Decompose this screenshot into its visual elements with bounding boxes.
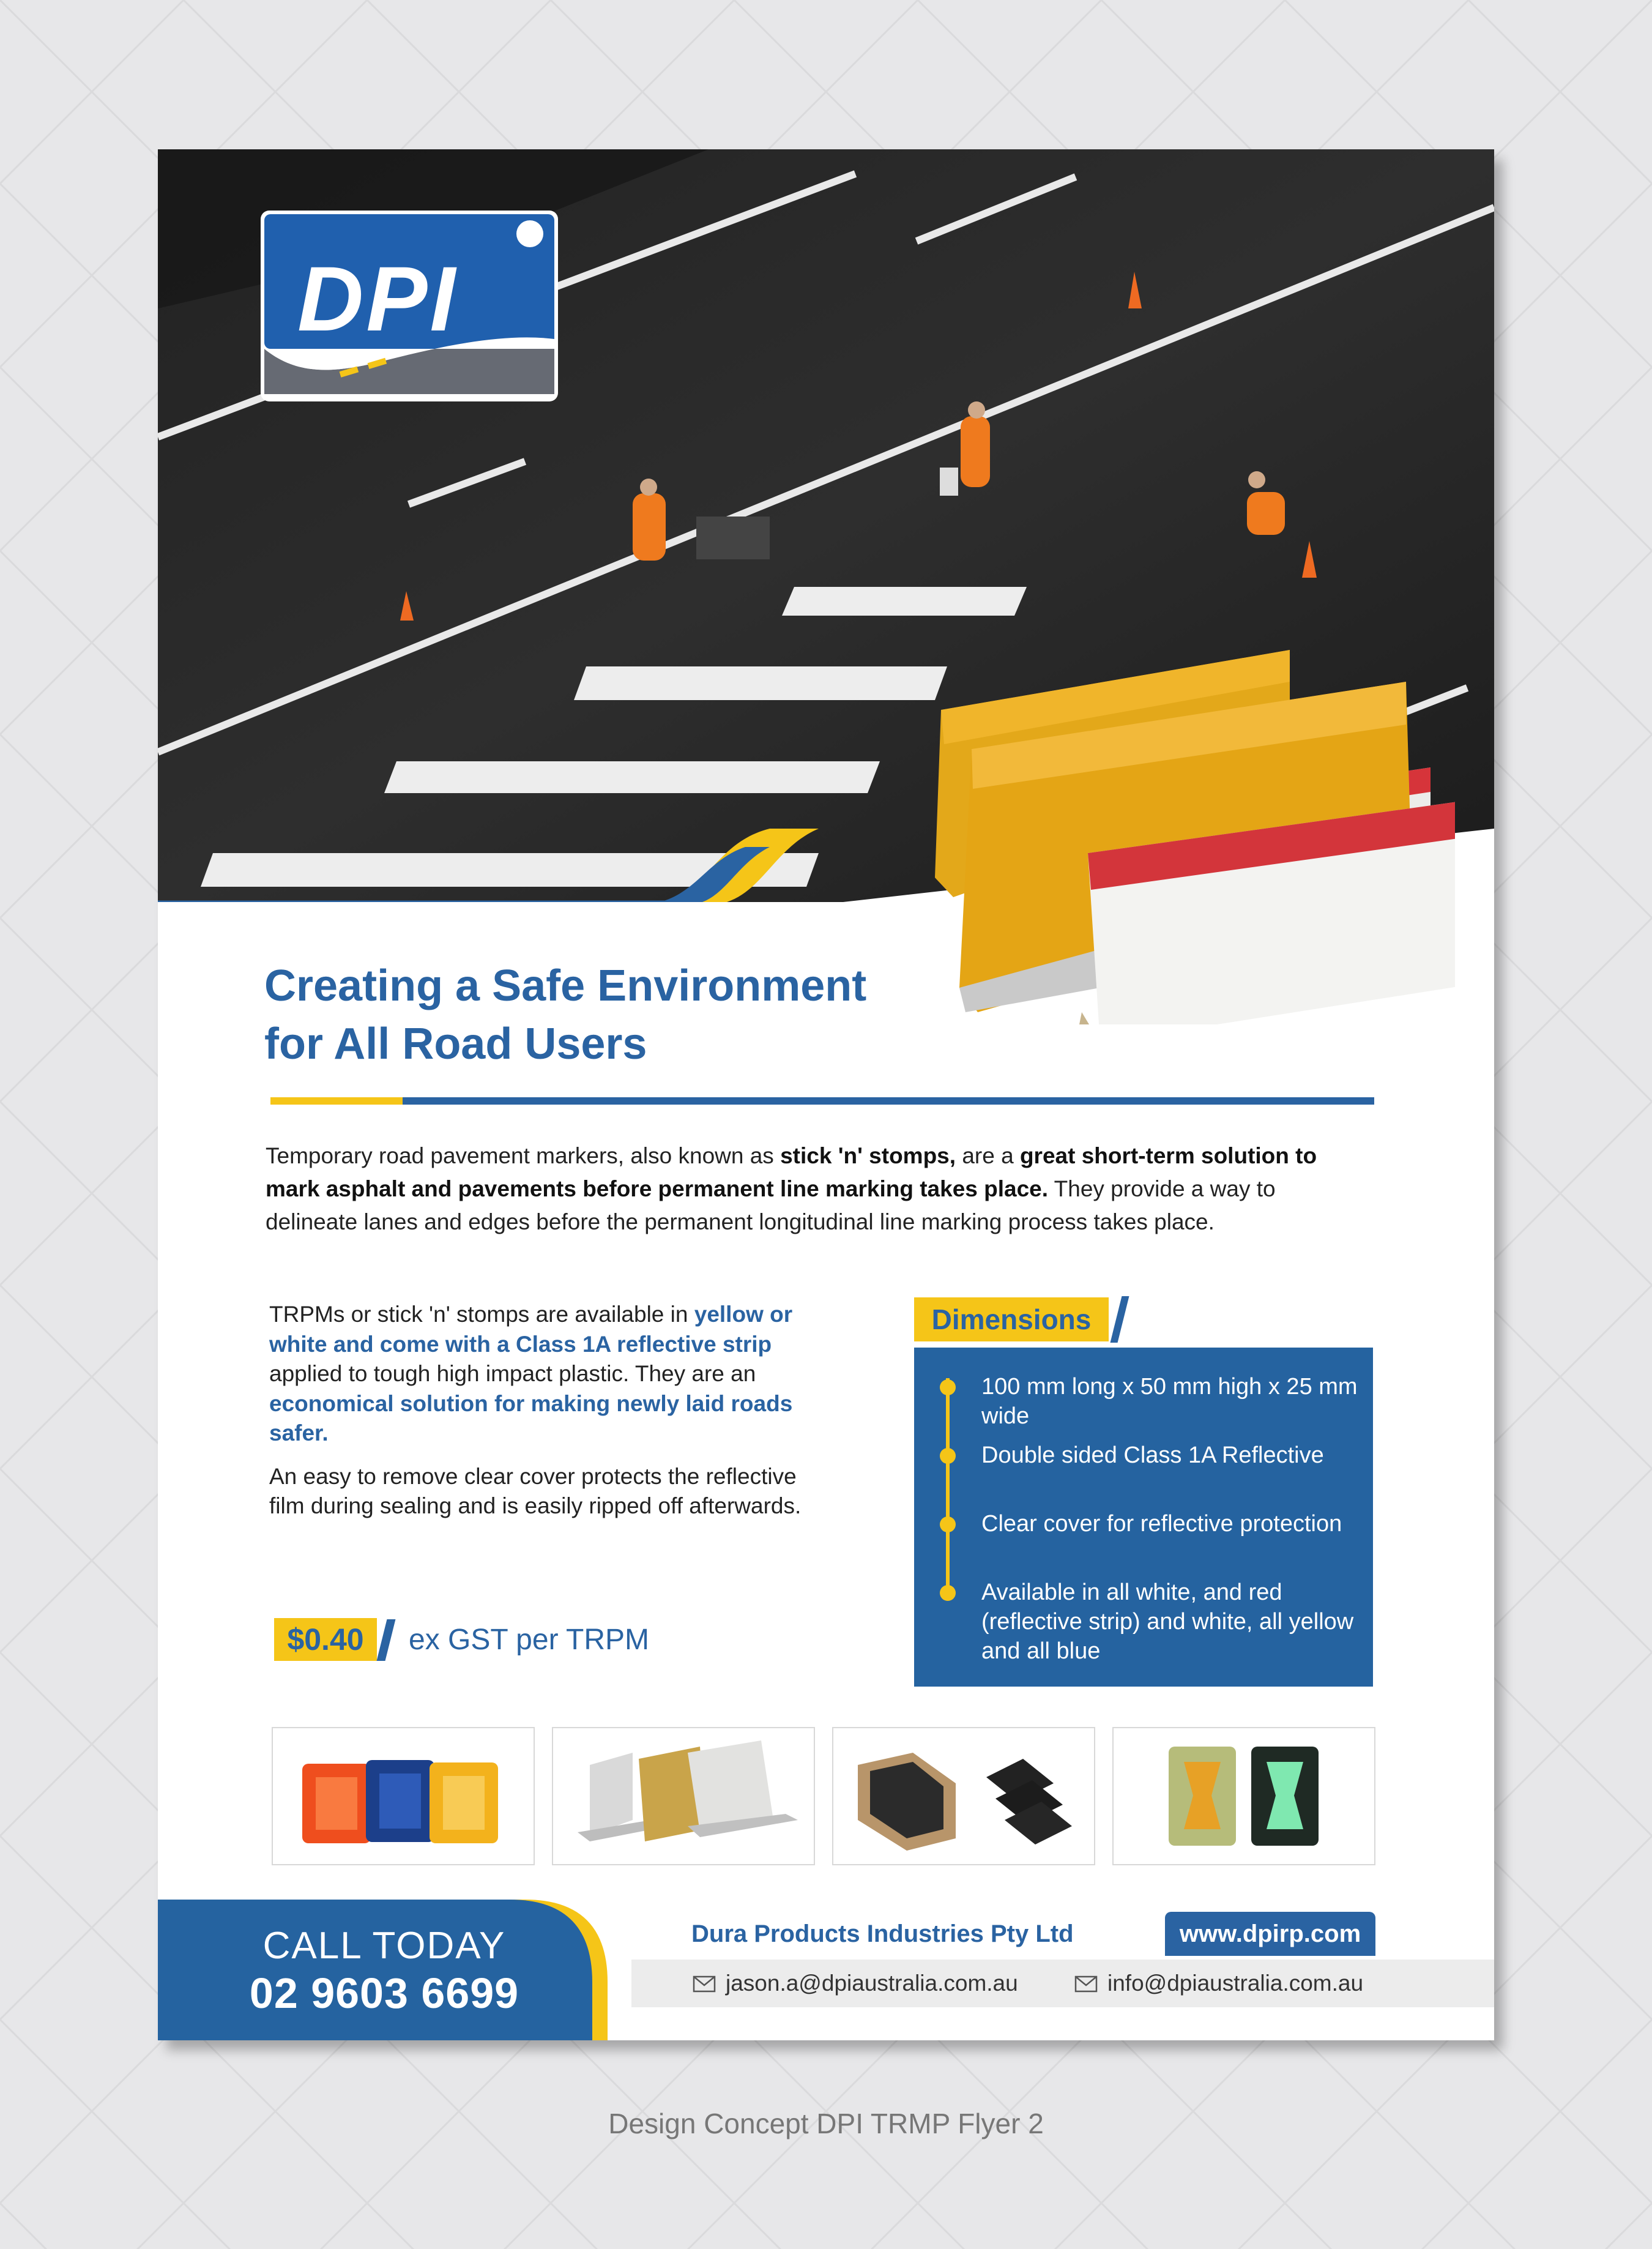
- desc-text-2: applied to tough high impact plastic. They are an: [269, 1361, 756, 1386]
- envelope-icon: [1074, 1975, 1098, 1993]
- dimensions-slash-accent: [1111, 1296, 1129, 1343]
- intro-bold-2: great short-term solution to mark asphalt and pavements before permanent line marking takes place.: [266, 1143, 1317, 1201]
- price-amount: $0.40: [274, 1618, 377, 1661]
- intro-paragraph: [266, 1139, 1373, 1239]
- headline-line-1: Creating a Safe Environment: [264, 961, 867, 1010]
- bullet-dot: [940, 1585, 956, 1601]
- bullet-dot: [940, 1379, 956, 1395]
- dpi-logo: [261, 211, 558, 401]
- divider-blue: [403, 1097, 1374, 1105]
- product-thumbnail-reflective-markers: [1112, 1727, 1375, 1865]
- call-today-label: CALL TODAY: [262, 1925, 506, 1967]
- desc-highlight-2: economical solution for making newly laid roads safer.: [269, 1390, 793, 1445]
- intro-text-3: They provide a way to delineate lanes and edges before the permanent longitudinal line marking process takes place.: [266, 1176, 1276, 1234]
- bullet-dot: [940, 1516, 956, 1532]
- envelope-icon: [693, 1975, 716, 1993]
- divider-yellow: [270, 1097, 403, 1105]
- description-paragraph-2: An easy to remove clear cover protects the reflective film during sealing and is easily ripped off afterwards.: [269, 1463, 802, 1518]
- product-thumbnail-black-pads: [832, 1727, 1095, 1865]
- dimensions-title: Dimensions: [914, 1297, 1109, 1341]
- website-link[interactable]: www.dpirp.com: [1165, 1912, 1375, 1956]
- intro-bold-1: stick 'n' stomps,: [780, 1143, 956, 1168]
- dimension-item-text: Double sided Class 1A Reflective: [981, 1442, 1324, 1468]
- email-info[interactable]: info@dpiaustralia.com.au: [1107, 1971, 1364, 1996]
- headline-line-2: for All Road Users: [264, 1020, 647, 1069]
- price-label: ex GST per TRPM: [409, 1624, 649, 1656]
- price-slash-accent: [377, 1619, 396, 1661]
- flyer-page: [158, 149, 1494, 2040]
- desc-highlight-1: yellow or white and come with a Class 1A reflective strip: [269, 1302, 793, 1357]
- product-thumbnail-colored-markers: [272, 1727, 535, 1865]
- intro-text-1: Temporary road pavement markers, also known as: [266, 1143, 781, 1168]
- description-paragraph-1: [269, 1300, 808, 1449]
- description-column: [269, 1300, 808, 1535]
- logo-text: DPI: [297, 247, 458, 350]
- bullet-dot: [940, 1448, 956, 1464]
- dimensions-timeline: [946, 1378, 950, 1594]
- desc-text-1: TRPMs or stick 'n' stomps are available in: [269, 1302, 694, 1327]
- dimension-item-text: 100 mm long x 50 mm high x 25 mm wide: [981, 1374, 1358, 1429]
- dimensions-box: [914, 1348, 1373, 1687]
- email-jason[interactable]: jason.a@dpiaustralia.com.au: [726, 1971, 1018, 1996]
- headline: [264, 957, 1060, 1073]
- product-thumbnail-flexible-markers: [552, 1727, 815, 1865]
- intro-text-2: are a: [956, 1143, 1020, 1168]
- dimension-item-text: Clear cover for reflective protection: [981, 1511, 1342, 1537]
- dimension-item-text: Available in all white, and red (reflective strip) and white, all yellow and all blue: [981, 1580, 1354, 1664]
- company-name: Dura Products Industries Pty Ltd: [691, 1920, 1074, 1947]
- phone-number[interactable]: 02 9603 6699: [249, 1969, 519, 2017]
- design-caption: Design Concept DPI TRMP Flyer 2: [608, 2108, 1044, 2139]
